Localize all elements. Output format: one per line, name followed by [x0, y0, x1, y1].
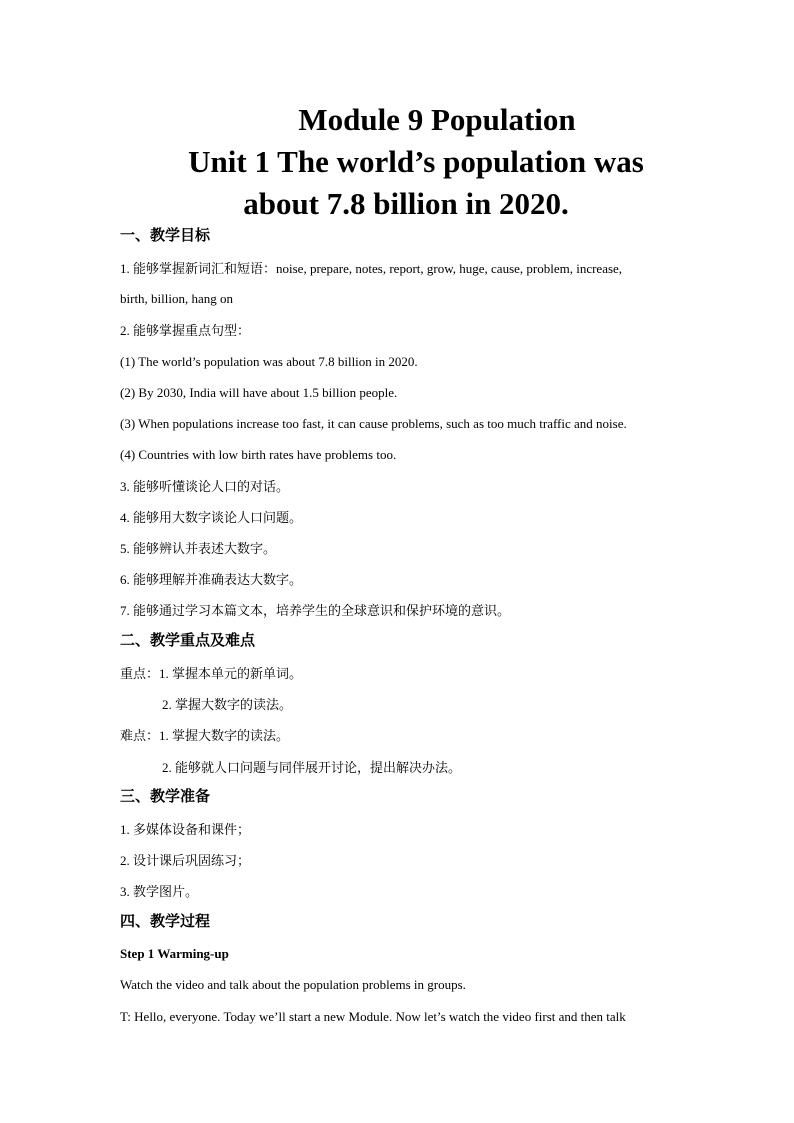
step-1-title: Step 1 Warming-up [120, 946, 229, 961]
title-line-1: Module 9 Population [298, 102, 576, 137]
step-1-dialog: T: Hello, everyone. Today we’ll start a new Module. Now let’s watch the video first and then talk [120, 1009, 626, 1024]
document-title [120, 99, 710, 225]
objective-item-1b: birth, billion, hang on [120, 291, 234, 306]
title-line-3: about 7.8 billion in 2020. [243, 186, 569, 221]
objective-item-5: 5. 能够辨认并表述大数字。 [120, 541, 277, 556]
step-1-text: Watch the video and talk about the population problems in groups. [120, 977, 466, 992]
difficult-point-1: 难点：1. 掌握大数字的读法。 [120, 728, 290, 743]
objective-item-7: 7. 能够通过学习本篇文本，培养学生的全球意识和保护环境的意识。 [120, 603, 511, 618]
objective-item-1a: 1. 能够掌握新词汇和短语：noise, prepare, notes, report, grow, huge, cause, problem, increase, [120, 261, 623, 276]
key-sentence-4: (4) Countries with low birth rates have problems too. [120, 447, 397, 462]
objective-item-3: 3. 能够听懂谈论人口的对话。 [120, 479, 290, 494]
section-heading-key-points: 二、教学重点及难点 [120, 633, 256, 649]
difficult-point-2: 2. 能够就人口问题与同伴展开讨论，提出解决办法。 [162, 760, 462, 775]
preparation-item-2: 2. 设计课后巩固练习； [120, 853, 251, 868]
objective-item-6: 6. 能够理解并准确表达大数字。 [120, 572, 303, 587]
key-point-1: 重点：1. 掌握本单元的新单词。 [120, 666, 303, 681]
title-line-2: Unit 1 The world’s population was [188, 144, 644, 179]
section-heading-process: 四、教学过程 [120, 914, 211, 930]
key-sentence-1: (1) The world’s population was about 7.8 billion in 2020. [120, 354, 418, 369]
section-heading-objectives: 一、教学目标 [120, 228, 211, 244]
section-heading-preparation: 三、教学准备 [120, 789, 211, 805]
key-point-2: 2. 掌握大数字的读法。 [162, 697, 293, 712]
objective-item-4: 4. 能够用大数字谈论人口问题。 [120, 510, 303, 525]
preparation-item-3: 3. 教学图片。 [120, 884, 199, 899]
key-sentence-3: (3) When populations increase too fast, it can cause problems, such as too much traffic and noise. [120, 416, 627, 431]
preparation-item-1: 1. 多媒体设备和课件； [120, 822, 251, 837]
key-sentence-2: (2) By 2030, India will have about 1.5 billion people. [120, 385, 398, 400]
objective-item-2: 2. 能够掌握重点句型： [120, 323, 251, 338]
